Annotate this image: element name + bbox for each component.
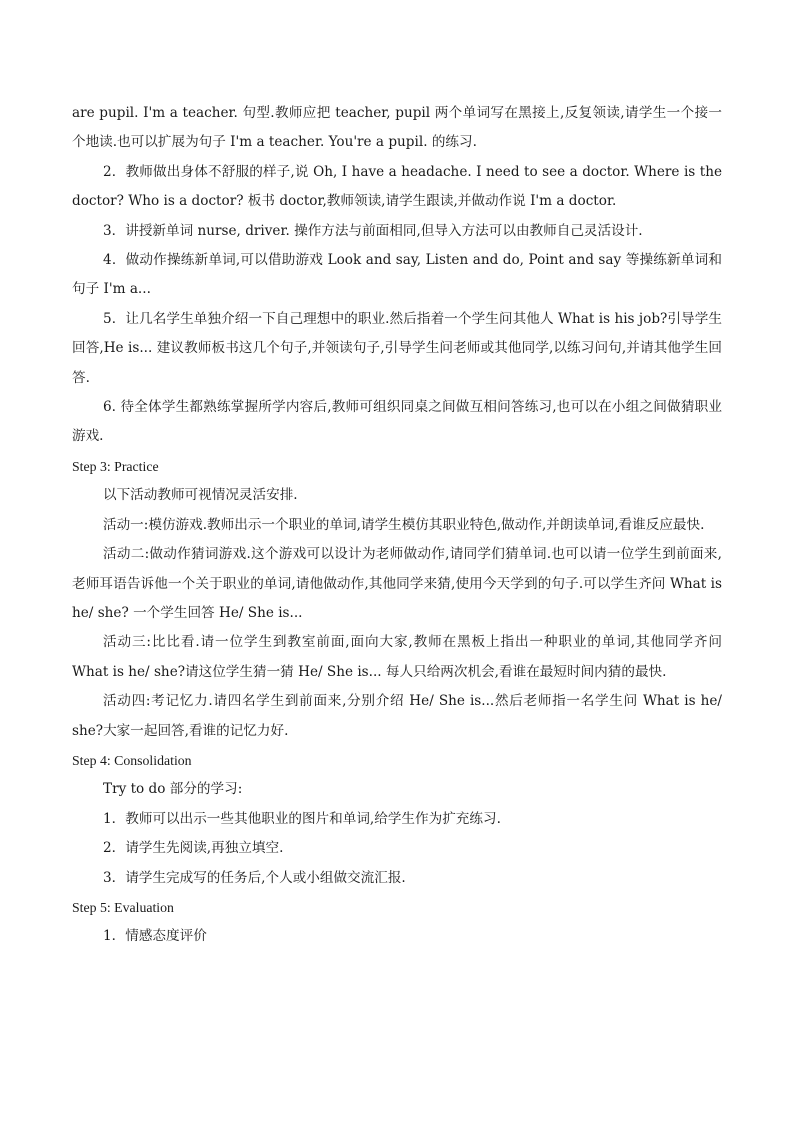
body-paragraph: 3．讲授新单词 nurse, driver. 操作方法与前面相同,但导入方法可以由教师自己灵活设计. — [103, 222, 643, 239]
body-paragraph: 2．请学生先阅读,再独立填空. — [103, 840, 284, 857]
body-paragraph: Try to do 部分的学习: — [103, 781, 243, 798]
body-paragraph: 以下活动教师可视情况灵活安排. — [103, 487, 298, 504]
body-paragraph: 1．情感态度评价 — [103, 928, 207, 945]
body-paragraph: 活动四:考记忆力.请四名学生到前面来,分别介绍 He/ She is...然后老师指一名学生问 What is he/ she?大家一起回答,看谁的记忆力好. — [72, 693, 722, 739]
body-paragraph: 活动一:模仿游戏.教师出示一个职业的单词,请学生模仿其职业特色,做动作,并朗读单词,看谁反应最快. — [103, 516, 705, 533]
body-paragraph: 活动二:做动作猜词游戏.这个游戏可以设计为老师做动作,请同学们猜单词.也可以请一位学生到前面来,老师耳语告诉他一个关于职业的单词,请他做动作,其他同学来猜,使用今天学到的句子.可以学生齐问 What is he/ she? 一个学生回答 He/ She is... — [72, 546, 722, 621]
body-paragraph: 6. 待全体学生都熟练掌握所学内容后,教师可组织同桌之间做互相问答练习,也可以在小组之间做猜职业游戏. — [72, 399, 722, 445]
body-paragraph: 3．请学生完成写的任务后,个人或小组做交流汇报. — [103, 869, 406, 886]
document-body — [72, 99, 722, 952]
section-heading: Step 4: Consolidation — [72, 752, 192, 768]
body-paragraph: 1．教师可以出示一些其他职业的图片和单词,给学生作为扩充练习. — [103, 810, 501, 827]
body-paragraph: 2．教师做出身体不舒服的样子,说 Oh, I have a headache. I need to see a doctor. Where is the doctor? Who is a doctor? 板书 doctor,教师领读,请学生跟读,并做动作说 I'm a doctor. — [72, 163, 722, 210]
body-paragraph: 4．做动作操练新单词,可以借助游戏 Look and say, Listen and do, Point and say 等操练新单词和句子 I'm a... — [72, 252, 722, 298]
body-paragraph: are pupil. I'm a teacher. 句型.教师应把 teacher, pupil 两个单词写在黑接上,反复领读,请学生一个接一个地读.也可以扩展为句子 I'm a teacher. You're a pupil. 的练习. — [72, 105, 722, 151]
body-paragraph: 5．让几名学生单独介绍一下自己理想中的职业.然后指着一个学生问其他人 What is his job?引导学生回答,He is... 建议教师板书这几个句子,并领读句子,引导学生问老师或其他同学,以练习问句,并请其他学生回答. — [72, 310, 722, 386]
section-heading: Step 5: Evaluation — [72, 899, 174, 915]
body-paragraph: 活动三:比比看.请一位学生到教室前面,面向大家,教师在黑板上指出一种职业的单词,其他同学齐问 What is he/ she?请这位学生猜一猜 He/ She is... 每人只给两次机会,看谁在最短时间内猜的最快. — [72, 634, 722, 680]
section-heading: Step 3: Practice — [72, 458, 159, 474]
